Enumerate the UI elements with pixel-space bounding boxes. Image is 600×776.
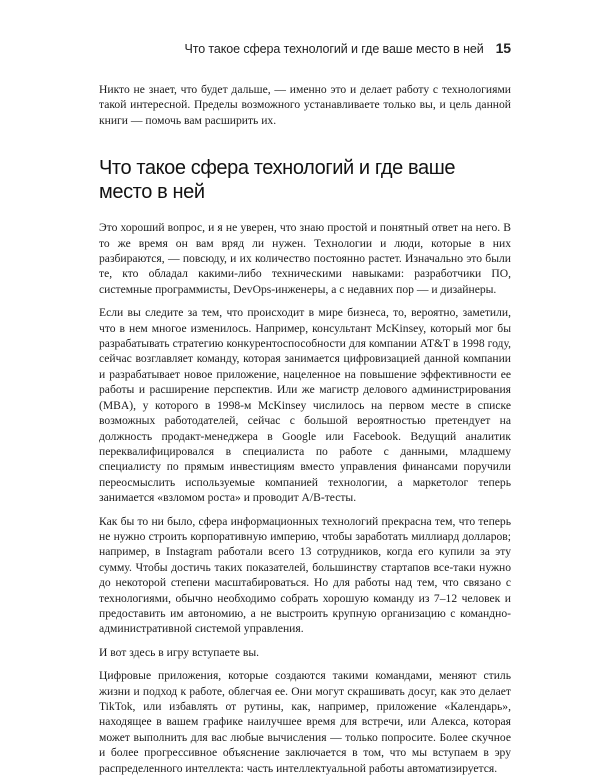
book-page xyxy=(99,40,511,776)
body-paragraph: И вот здесь в игру вступаете вы. xyxy=(99,645,260,659)
intro-paragraph: Никто не знает, что будет дальше, — именно это и делает работу с технологиями такой интересной. Пределы возможного устанавливаете только вы, и цель данной книги — помочь вам расширить их. xyxy=(99,83,511,127)
running-header xyxy=(99,40,511,56)
running-header-title: Что такое сфера технологий и где ваше место в ней xyxy=(184,42,484,56)
section-heading: Что такое сфера технологий и где ваше место в ней xyxy=(99,157,456,204)
body-paragraph: Как бы то ни было, сфера информационных технологий прекрасна тем, что теперь не нужно строить корпоративную империю, чтобы заработать миллиард долларов; например, в Instagram работали всего 13 сотрудников, когда его купили за эту сумму. Чтобы достичь таких показателей, большинству стартапов все-таки нужно до некоторой степени масштабироваться. Но для работы над тем, что связано с технологиями, обычно необходимо собрать хорошую команду из 7–12 человек и предоставить им автономию, а не выстроить крупную организацию с командно-административной системой управления. xyxy=(99,514,511,636)
body-paragraph: Это хороший вопрос, и я не уверен, что знаю простой и понятный ответ на него. В то же время он вам вряд ли нужен. Технологии и люди, которые в них разбираются, — повсюду, и их количество постоянно растет. Изначально это были те, кто обладал какими-либо техническими навыками: разработчики ПО, системные программисты, DevOps-инженеры, а с недавних пор — и дизайнеры. xyxy=(99,221,511,296)
body-paragraph: Если вы следите за тем, что происходит в мире бизнеса, то, вероятно, заметили, что в нем многое изменилось. Например, консультант McKinsey, который мог бы разрабатывать стратегию конкурентоспособности для компании AT&T в 1998 году, сейчас возглавляет команду, которая занимается цифровизацией данной компании и разрабатывает новое приложение, нацеленное на повышение эффективности ее работы и расширение перспектив. Или же магистр делового администрирования (MBA), у которого в 1998-м McKinsey числилось на первом месте в списке возможных работодателей, сейчас с большой вероятностью претендует на должность продакт-менеджера в Google или Facebook. Ведущий аналитик переквалифицировался в специалиста по работе с данными, младшему специалисту по прямым инвестициям вместо управления финансами поручили переосмыслить используемые компанией технологии, а маркетолог теперь занимается «взломом роста» и проводит A/B-тесты. xyxy=(99,306,511,505)
body-paragraph: Цифровые приложения, которые создаются такими командами, меняют стиль жизни и подход к работе, облегчая ее. Они могут скрашивать досуг, как это делает TikTok, или избавлять от рутины, как, например, приложение «Календарь», находящее в вашем графике наилучшее время для встречи, или Алекса, которая может выполнить для вас любые вычисления — только попросите. Более скучное и более прогрессивное объяснение заключается в том, что мы вступаем в эру распределенного интеллекта: часть интеллектуальной работы автоматизируется. xyxy=(99,669,511,775)
page-number: 15 xyxy=(495,40,511,56)
